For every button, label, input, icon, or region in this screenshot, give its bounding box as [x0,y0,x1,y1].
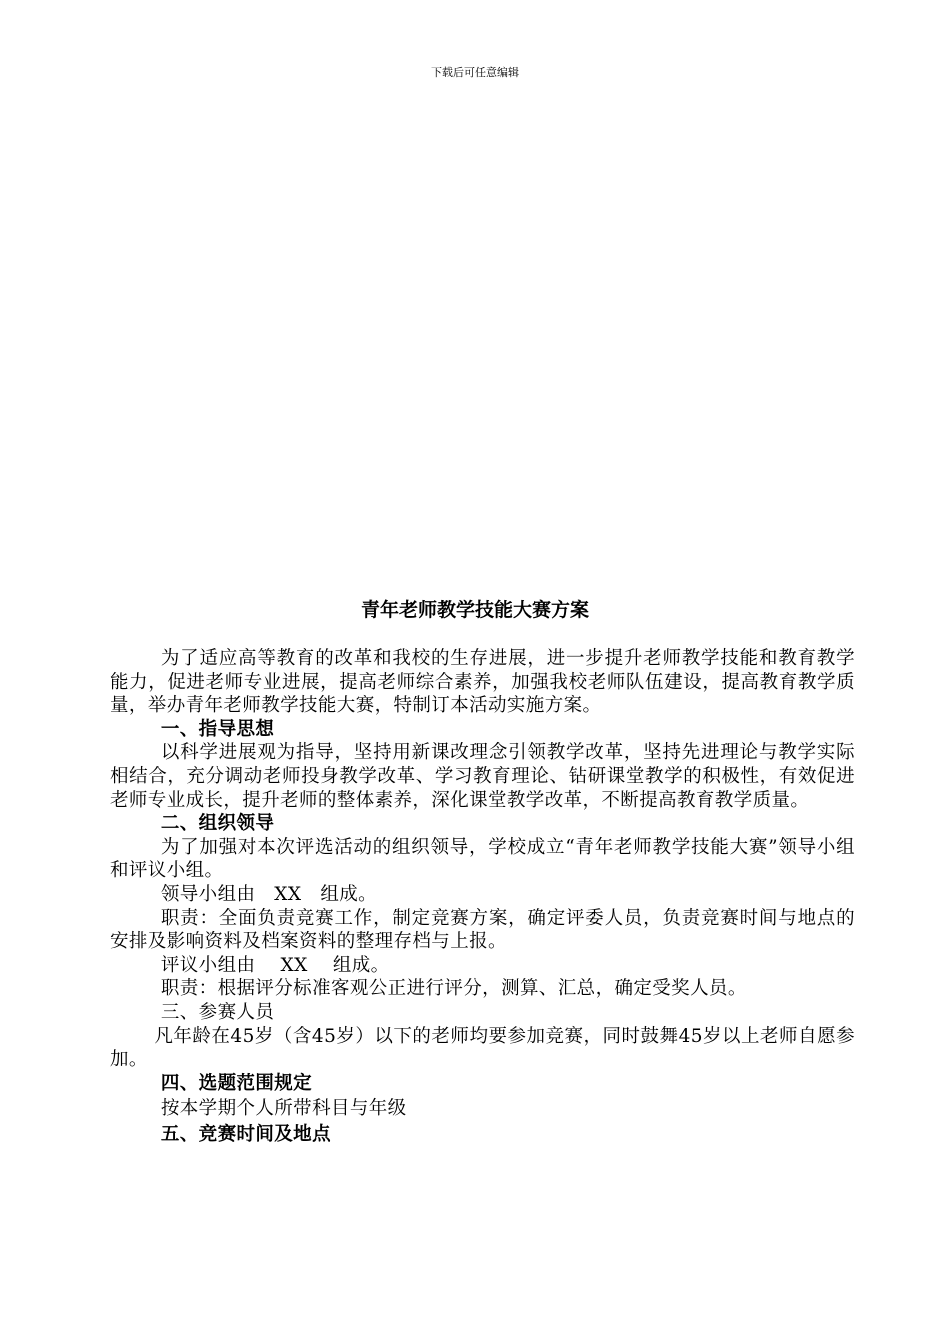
section-body-guiding-ideology: 以科学进展观为指导，坚持用新课改理念引领教学改革，坚持先进理论与教学实际相结合，充分调动老师投身教学改革、学习教育理论、钻研课堂教学的积极性，有效促进老师专业成长，提升老师的整体素养，深化课堂教学改革，不断提高教育教学质量。 [110,742,855,811]
section-body-topic-scope: 按本学期个人所带科目与年级 [160,1098,407,1120]
section-heading-participants: 三、参赛人员 [160,1001,275,1023]
section-heading-organization: 二、组织领导 [160,813,275,835]
section-body-organization: 为了加强对本次评选活动的组织领导，学校成立“青年老师教学技能大赛”领导小组和评议小组。 [110,836,855,882]
section-heading-time-location: 五、竞赛时间及地点 [160,1123,331,1145]
document-title: 青年老师教学技能大赛方案 [360,599,589,621]
intro-paragraph: 为了适应高等教育的改革和我校的生存进展，进一步提升老师教学技能和教育教学能力，促进老师专业进展，提高老师综合素养，加强我校老师队伍建设，提高教育教学质量，举办青年老师教学技能大赛，特制订本活动实施方案。 [110,648,855,717]
document-body [110,647,855,1146]
leading-group-line: 领导小组由 XX 组成。 [160,883,378,905]
section-heading-topic-scope: 四、选题范围规定 [160,1072,313,1094]
review-group-line: 评议小组由 XX 组成。 [160,954,390,976]
review-group-duty: 职责：根据评分标准客观公正进行评分，测算、汇总，确定受奖人员。 [160,978,747,1000]
page-header-note: 下载后可任意编辑 [431,66,519,79]
section-body-participants: 凡年龄在45岁（含45岁）以下的老师均要参加竞赛，同时鼓舞45岁以上老师自愿参加。 [110,1025,855,1071]
section-heading-guiding-ideology: 一、指导思想 [160,718,275,740]
leading-group-duty: 职责：全面负责竞赛工作，制定竞赛方案，确定评委人员，负责竞赛时间与地点的安排及影响资料及档案资料的整理存档与上报。 [110,907,855,953]
